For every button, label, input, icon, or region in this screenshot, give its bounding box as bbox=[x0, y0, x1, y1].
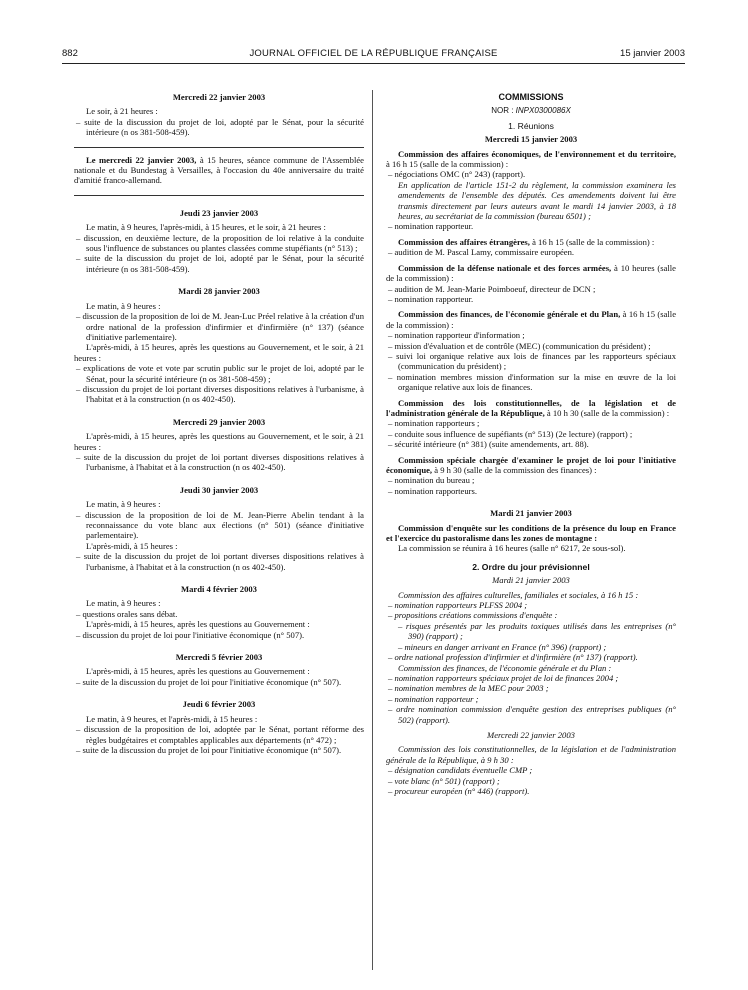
commissions-title: COMMISSIONS bbox=[498, 92, 564, 102]
agenda-item: – ordre nomination commission d'enquête gestion des entreprises publiques (n° 502) (rapport). bbox=[388, 704, 676, 725]
agenda-item: – nomination rapporteurs spéciaux projet de loi de finances 2004 ; bbox=[388, 672, 619, 683]
column-divider bbox=[372, 90, 373, 970]
schedule-text: La commission se réunira à 16 heures (salle n° 6217, 2e sous-sol). bbox=[398, 543, 626, 554]
agenda-item: – nomination membres mission d'information sur la mise en œuvre de la loi organique relative aux lois de finances. bbox=[388, 371, 676, 393]
joint-session-notice bbox=[74, 155, 364, 186]
agenda-item: – audition de M. Pascal Lamy, commissaire européen. bbox=[388, 247, 575, 258]
day-heading: Jeudi 30 janvier 2003 bbox=[179, 484, 259, 495]
agenda-subitem: – mineurs en danger arrivant en France (n° 396) (rapport) ; bbox=[398, 641, 607, 652]
agenda-item: – suite de la discussion du projet de loi portant diverses dispositions relatives à l'urbanisme, à l'habitat et à la construction (n os 402-450). bbox=[76, 551, 364, 572]
agenda-item: – explications de vote et vote par scrutin public sur le projet de loi, adopté par le Sénat, pour la sécurité intérieure (n os 381-508-459) ; bbox=[76, 363, 364, 384]
nor-reference bbox=[386, 106, 676, 116]
schedule-text: Le matin, à 9 heures : bbox=[86, 300, 161, 311]
section-rule bbox=[74, 195, 364, 196]
agenda-item: – nomination membres de la MEC pour 2003 ; bbox=[388, 683, 549, 694]
agenda-item: – suite de la discussion du projet de loi, adopté par le Sénat, pour la sécurité intérieure (n os 381-508-459). bbox=[76, 116, 364, 138]
agenda-item: – nomination rapporteur. bbox=[388, 293, 474, 304]
nor-code: INPX0300086X bbox=[515, 106, 571, 116]
agenda-item: – nomination rapporteurs ; bbox=[388, 418, 480, 429]
agenda-item: – audition de M. Jean-Marie Poimboeuf, directeur de DCN ; bbox=[388, 283, 596, 294]
nor-label: NOR : bbox=[491, 106, 514, 116]
day-heading: Mardi 28 janvier 2003 bbox=[178, 286, 260, 297]
schedule-text: L'après-midi, à 15 heures, après les questions au Gouvernement, et le soir, à 21 heures : bbox=[74, 342, 364, 363]
schedule-text: L'après-midi, à 15 heures, après les questions au Gouvernement : bbox=[86, 619, 310, 630]
journal-title: JOURNAL OFFICIEL DE LA RÉPUBLIQUE FRANÇAISE bbox=[249, 48, 498, 59]
agenda-item: – procureur européen (n° 446) (rapport). bbox=[388, 785, 530, 796]
page-header bbox=[62, 48, 685, 62]
commission-entry bbox=[386, 237, 676, 247]
agenda-item: – nomination rapporteur. bbox=[388, 221, 474, 232]
agenda-item: – négociations OMC (n° 243) (rapport). bbox=[388, 169, 526, 180]
agenda-item: – suivi loi organique relative aux lois de finances par les rapporteurs spéciaux (communication du président) ; bbox=[388, 350, 676, 372]
commission-name: Commission des affaires étrangères, bbox=[398, 236, 530, 247]
commission-time: à 16 h 15 (salle de la commission) : bbox=[386, 309, 677, 330]
commission-time: à 16 h 15 (salle de la commission) : bbox=[529, 236, 655, 247]
commission-time: à 10 heures (salle de la commission) : bbox=[386, 262, 676, 284]
schedule-text: Le matin, à 9 heures : bbox=[86, 499, 161, 510]
agenda-item: – suite de la discussion du projet de loi pour l'initiative économique (n° 507). bbox=[76, 676, 342, 687]
agenda-item: – questions orales sans débat. bbox=[76, 608, 178, 619]
agenda-item: – nomination rapporteurs PLFSS 2004 ; bbox=[388, 600, 528, 611]
agenda-item: – nomination rapporteurs. bbox=[388, 485, 478, 496]
commission-entry bbox=[386, 455, 676, 476]
commission-name: Commission des finances, de l'économie générale et du Plan, bbox=[398, 309, 621, 320]
agenda-item: – sécurité intérieure (n° 381) (suite amendements, art. 88). bbox=[388, 439, 589, 450]
commission-entry bbox=[386, 263, 676, 284]
section-rule bbox=[74, 147, 364, 148]
day-heading: Mercredi 5 février 2003 bbox=[175, 652, 263, 663]
commission-name: Commission des lois constitutionnelles, de la législation et de l'administration générale de la République, bbox=[386, 397, 676, 418]
agenda-item: – désignation candidats éventuelle CMP ; bbox=[388, 765, 533, 776]
day-heading: Mercredi 22 janvier 2003 bbox=[487, 729, 575, 740]
agenda-item: – discussion de la proposition de loi de M. Jean-Pierre Abelin tendant à la reconnaissance du vote blanc aux élections (n° 501) (séance d'initiative parlementaire). bbox=[76, 509, 364, 541]
commission-name: Commission spéciale chargée d'examiner le projet de loi pour l'initiative économique, bbox=[386, 454, 676, 475]
schedule-text: L'après-midi, à 15 heures : bbox=[86, 540, 178, 551]
schedule-text: Le matin, à 9 heures : bbox=[86, 598, 161, 609]
commission-time: à 9 h 30 (salle de la commission des finances) : bbox=[432, 465, 597, 475]
commission-time: à 10 h 30 (salle de la commission) : bbox=[544, 407, 670, 418]
agenda-item: – suite de la discussion du projet de loi portant diverses dispositions relatives à l'urbanisme, à l'habitat et à la construction (n os 402-450). bbox=[76, 451, 364, 473]
commission-name: Commission d'enquête sur les conditions de la présence du loup en France et l'exercice du pastoralisme dans les zones de montagne : bbox=[386, 522, 676, 544]
agenda-item: – nomination du bureau ; bbox=[388, 475, 475, 486]
right-column bbox=[386, 92, 676, 796]
day-heading: Mercredi 22 janvier 2003 bbox=[172, 92, 266, 102]
schedule-text: L'après-midi, à 15 heures, après les questions au Gouvernement : bbox=[86, 666, 310, 677]
agenda-item: – discussion du projet de loi pour l'initiative économique (n° 507). bbox=[76, 629, 305, 640]
agenda-item: – vote blanc (n° 501) (rapport) ; bbox=[388, 775, 500, 786]
agenda-subitem: – risques présentés par les produits toxiques utilisés dans les entreprises (n° 390) (rapport) ; bbox=[398, 620, 676, 642]
agenda-item: – suite de la discussion du projet de loi, adopté par le Sénat, pour la sécurité intérieure (n os 381-508-459). bbox=[76, 253, 364, 274]
commission-entry: Commission des finances, de l'économie générale et du Plan : bbox=[398, 662, 612, 673]
agenda-item: – nomination rapporteur d'information ; bbox=[388, 330, 525, 341]
commission-entry: Commission des affaires culturelles, familiales et sociales, à 16 h 15 : bbox=[398, 589, 639, 600]
commission-name: Commission de la défense nationale et des forces armées, bbox=[398, 262, 612, 273]
agenda-item: – suite de la discussion du projet de loi pour l'initiative économique (n° 507). bbox=[76, 744, 342, 755]
day-heading: Mardi 4 février 2003 bbox=[181, 584, 257, 595]
header-rule bbox=[62, 63, 685, 64]
agenda-item: – nomination rapporteur ; bbox=[388, 693, 479, 704]
schedule-text: L'après-midi, à 15 heures, après les questions au Gouvernement, et le soir, à 21 heures : bbox=[74, 431, 364, 452]
agenda-item: – discussion de la proposition de loi, adoptée par le Sénat, portant réforme des règles budgétaires et comptables applicables aux départements (n° 472) ; bbox=[76, 724, 364, 745]
day-heading: Mercredi 15 janvier 2003 bbox=[484, 134, 578, 145]
day-heading: Jeudi 23 janvier 2003 bbox=[179, 207, 259, 218]
schedule-text: Le soir, à 21 heures : bbox=[86, 106, 158, 117]
commission-entry: Commission des lois constitutionnelles, de la législation et de l'administration générale de la République, à 9 h 30 : bbox=[386, 744, 676, 765]
day-heading: Mardi 21 janvier 2003 bbox=[490, 508, 572, 519]
day-heading: Mardi 21 janvier 2003 bbox=[492, 575, 570, 586]
section-title-reunions: 1. Réunions bbox=[508, 120, 554, 131]
agenda-item: – discussion du projet de loi portant diverses dispositions relatives à l'urbanisme, à l'habitat et à la construction (n os 402-450). bbox=[76, 383, 364, 405]
schedule-text: Le matin, à 9 heures, l'après-midi, à 15 heures, et le soir, à 21 heures : bbox=[86, 222, 326, 233]
agenda-item: – propositions créations commissions d'enquête : bbox=[388, 610, 558, 621]
agenda-item: – discussion de la proposition de loi de M. Jean-Luc Préel relative à la création d'un ordre national de la profession d'infirmier et d'infirmière (n° 137) (séance d'initiative parlementaire). bbox=[76, 311, 364, 342]
agenda-item: – conduite sous influence de supéfiants (n° 513) (2e lecture) (rapport) ; bbox=[388, 428, 633, 439]
agenda-item: – mission d'évaluation et de contrôle (MEC) (communication du président) ; bbox=[388, 340, 651, 351]
left-column bbox=[74, 92, 364, 755]
agenda-item: – discussion, en deuxième lecture, de la proposition de loi relative à la conduite sous l'influence de substances ou plantes classées comme stupéfiants (n° 513) ; bbox=[76, 232, 364, 254]
day-heading: Mercredi 29 janvier 2003 bbox=[172, 416, 266, 427]
schedule-text: Le matin, à 9 heures, et l'après-midi, à 15 heures : bbox=[86, 713, 258, 724]
issue-date: 15 janvier 2003 bbox=[620, 48, 685, 59]
joint-session-date: Le mercredi 22 janvier 2003, bbox=[86, 154, 197, 165]
page-number: 882 bbox=[62, 48, 78, 59]
joint-session-text: à 15 heures, séance commune de l'Assemblée nationale et du Bundestag à Versailles, à l'occasion du 40e anniversaire du traité d'amitié franco-allemand. bbox=[74, 154, 364, 186]
commission-time: à 16 h 15 (salle de la commission) : bbox=[386, 159, 509, 170]
agenda-note: En application de l'article 151-2 du règlement, la commission examinera les amendements de l'ensemble des députés. Ces amendements doivent lui être transmis directement par leurs auteurs avant le mardi 14 janvier 2003, à 18 heures, au secrétariat de la commission (bureau 6501) ; bbox=[398, 179, 676, 222]
commission-name: Commission des affaires économiques, de l'environnement et du territoire, bbox=[398, 148, 676, 159]
commission-entry bbox=[386, 398, 676, 419]
agenda-item: – ordre national profession d'infirmier et d'infirmière (n° 137) (rapport). bbox=[388, 652, 638, 663]
commission-entry bbox=[386, 149, 676, 170]
day-heading: Jeudi 6 février 2003 bbox=[182, 699, 256, 710]
commission-entry bbox=[386, 309, 676, 330]
section-title-ordre-du-jour: 2. Ordre du jour prévisionnel bbox=[472, 561, 590, 572]
